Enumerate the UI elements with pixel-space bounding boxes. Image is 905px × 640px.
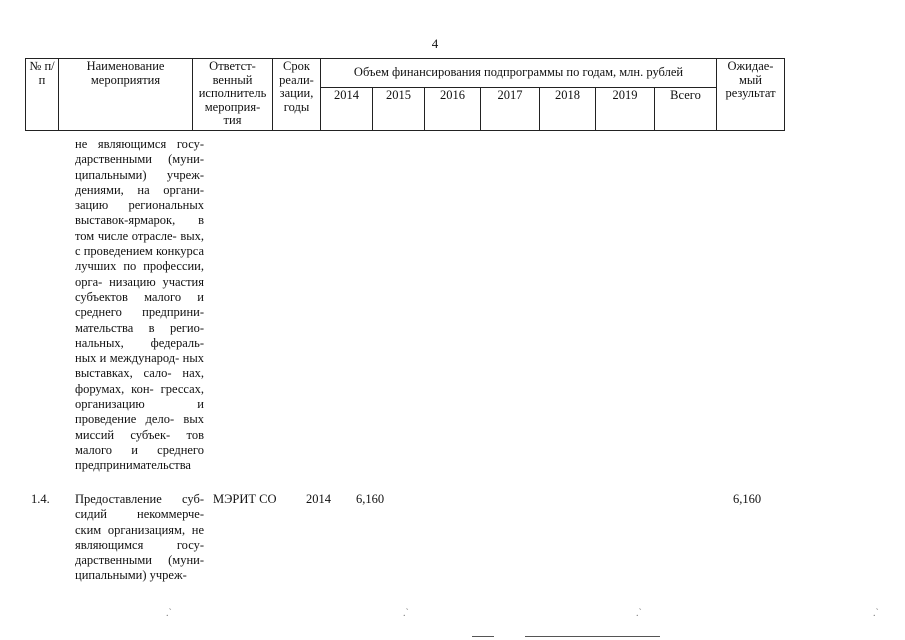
header-num: № п/п bbox=[26, 59, 59, 131]
header-year-2015: 2015 bbox=[373, 88, 425, 131]
row-name: Предоставление суб- сидий некоммерче- ским организациям, не являющимся госу- дарственными (муни- ципальными) учреж- bbox=[75, 492, 204, 583]
header-result: Ожидае- мый результат bbox=[717, 59, 785, 131]
row-value-total: 6,160 bbox=[733, 492, 762, 506]
page-number: 4 bbox=[431, 36, 439, 51]
row-responsible: МЭРИТ СО bbox=[213, 492, 277, 506]
header-funding: Объем финансирования подпрограммы по годам, млн. рублей bbox=[321, 59, 717, 88]
scan-mark: .` bbox=[873, 608, 879, 619]
scan-mark: .` bbox=[166, 608, 172, 619]
header-year-2016: 2016 bbox=[425, 88, 481, 131]
table-header bbox=[25, 58, 785, 131]
continuation-text: не являющимся госу- дарственными (муни- ципальными) учреж- дениями, на органи- зацию региональных выставок-ярмарок, в том числе отрасле- вых, с проведением конкурса лучших по профессии, орга- низацию участия субъектов малого и среднего предприни- мательства в регио- нальных, федераль- ных и международ- ных выставках, сало- нах, форумах, кон- грессах, организацию и проведение дело- вых миссий субъек- тов малого и среднего предпринимательства bbox=[75, 137, 204, 473]
scan-mark: .` bbox=[636, 608, 642, 619]
header-responsible: Ответст- венный исполнитель мероприя- тия bbox=[193, 59, 273, 131]
scan-line bbox=[472, 636, 494, 637]
scan-mark: .` bbox=[403, 608, 409, 619]
row-number: 1.4. bbox=[31, 492, 50, 506]
row-value-2014: 6,160 bbox=[356, 492, 385, 506]
header-year-2017: 2017 bbox=[481, 88, 540, 131]
header-year-2019: 2019 bbox=[596, 88, 655, 131]
row-term: 2014 bbox=[306, 492, 331, 506]
scan-line bbox=[525, 636, 660, 637]
header-total: Всего bbox=[655, 88, 717, 131]
header-term: Срок реали- зации, годы bbox=[273, 59, 321, 131]
header-year-2018: 2018 bbox=[540, 88, 596, 131]
header-name: Наименование мероприятия bbox=[59, 59, 193, 131]
header-year-2014: 2014 bbox=[321, 88, 373, 131]
